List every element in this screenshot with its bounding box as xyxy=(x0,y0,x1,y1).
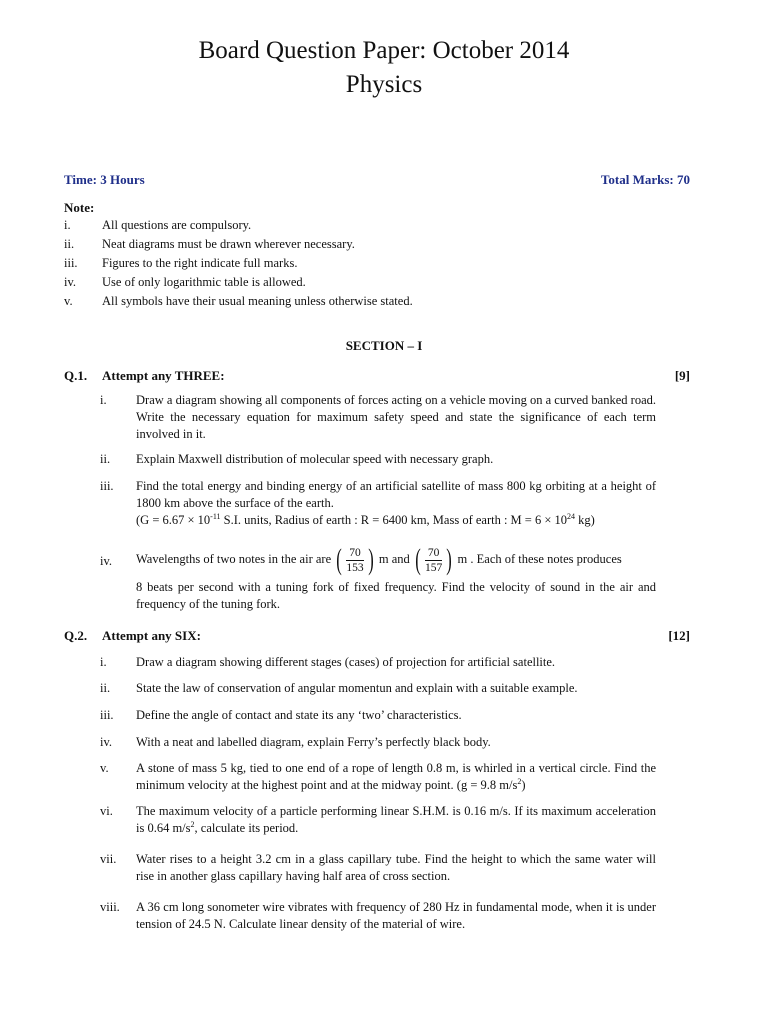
right-paren-icon: ) xyxy=(446,543,453,576)
note-heading: Note: xyxy=(64,200,95,215)
total-marks-label: Total Marks: 70 xyxy=(600,172,690,187)
note-item: iii. Figures to the right indicate full marks. xyxy=(64,256,298,270)
question-heading: Q.2. Attempt any SIX: xyxy=(64,628,201,643)
question-item: vii. Water rises to a height 3.2 cm in a glass capillary tube. Find the height to which the same water will rise in another glass capillary having half area of cross section. xyxy=(100,852,656,883)
paper-subject: Physics xyxy=(345,71,423,98)
note-item: v. All symbols have their usual meaning unless otherwise stated. xyxy=(64,294,413,308)
question-item: i. Draw a diagram showing all components of forces acting on a vehicle moving on a curved banked road. Write the necessary equation for maximum safety speed and state the significance of each term involved in it. xyxy=(100,393,656,441)
question-item: ii. State the law of conservation of angular momentun and explain with a suitable example. xyxy=(100,681,578,695)
question-item: v. A stone of mass 5 kg, tied to one end of a rope of length 0.8 m, is whirled in a vertical circle. Find the minimum velocity at the highest point and at the midway point. (g = 9.8 $m/s^2$) xyxy=(100,761,656,792)
question-item: i. Draw a diagram showing different stages (cases) of projection for artificial satellite. xyxy=(100,655,556,669)
section-heading: SECTION – I xyxy=(345,338,423,353)
question-item: iv. Wavelengths of two notes in the air are ( $\frac{70}{153}$ ) m and ( $\frac{70}{157}$ ) m . Each of these notes produces 8 beats per second with a tuning fork of fixed frequency. Find the velocity of sound in the air and frequency of the tuning fork. xyxy=(100,543,656,611)
right-paren-icon: ) xyxy=(368,543,374,576)
question-item: vi. The maximum velocity of a particle performing linear S.H.M. is 0.16 m/s. If its maximum acceleration is 0.64 $m/s^2$, calculate its period. xyxy=(100,804,656,835)
question-heading: Q.1. Attempt any THREE: xyxy=(64,368,225,383)
note-item: iv. Use of only logarithmic table is allowed. xyxy=(64,275,306,289)
left-paren-icon: ( xyxy=(415,543,421,576)
question-item: iii. Find the total energy and binding energy of an artificial satellite of mass 800 kg orbiting at a height of 1800 km above the surface of the earth. ($G = 6.67 \times 10^{-11}$ S.I. units, Radius of earth : R = 6400 km, Mass of earth : $M = 6 \times 10^{24}$ kg) xyxy=(100,479,656,527)
question-marks: [12] xyxy=(668,628,690,643)
left-paren-icon: ( xyxy=(336,543,342,576)
note-item: i. All questions are compulsory. xyxy=(64,218,252,232)
paper-title: Board Question Paper: October 2014 xyxy=(198,37,570,64)
given-constants: ($G = 6.67 \times 10^{-11}$ S.I. units, Radius of earth : R = 6400 km, Mass of earth : $M = 6 \times 10^{24}$ kg) xyxy=(136,511,595,527)
time-label: Time: 3 Hours xyxy=(64,172,145,187)
question-marks: [9] xyxy=(674,368,690,383)
question-item: ii. Explain Maxwell distribution of molecular speed with necessary graph. xyxy=(100,452,494,466)
note-item: ii. Neat diagrams must be drawn wherever necessary. xyxy=(64,237,355,251)
wavelength-fraction-1: $\frac{70}{153}$ xyxy=(346,546,364,574)
question-item: viii. A 36 cm long sonometer wire vibrates with frequency of 280 Hz in fundamental mode, when it is under tension of 24.5 N. Calculate linear density of the material of wire. xyxy=(100,900,656,931)
question-item: iv. With a neat and labelled diagram, explain Ferry’s perfectly black body. xyxy=(100,735,491,749)
wavelength-fraction-2: $\frac{70}{157}$ xyxy=(425,546,443,574)
question-item: iii. Define the angle of contact and state its any ‘two’ characteristics. xyxy=(100,708,462,722)
